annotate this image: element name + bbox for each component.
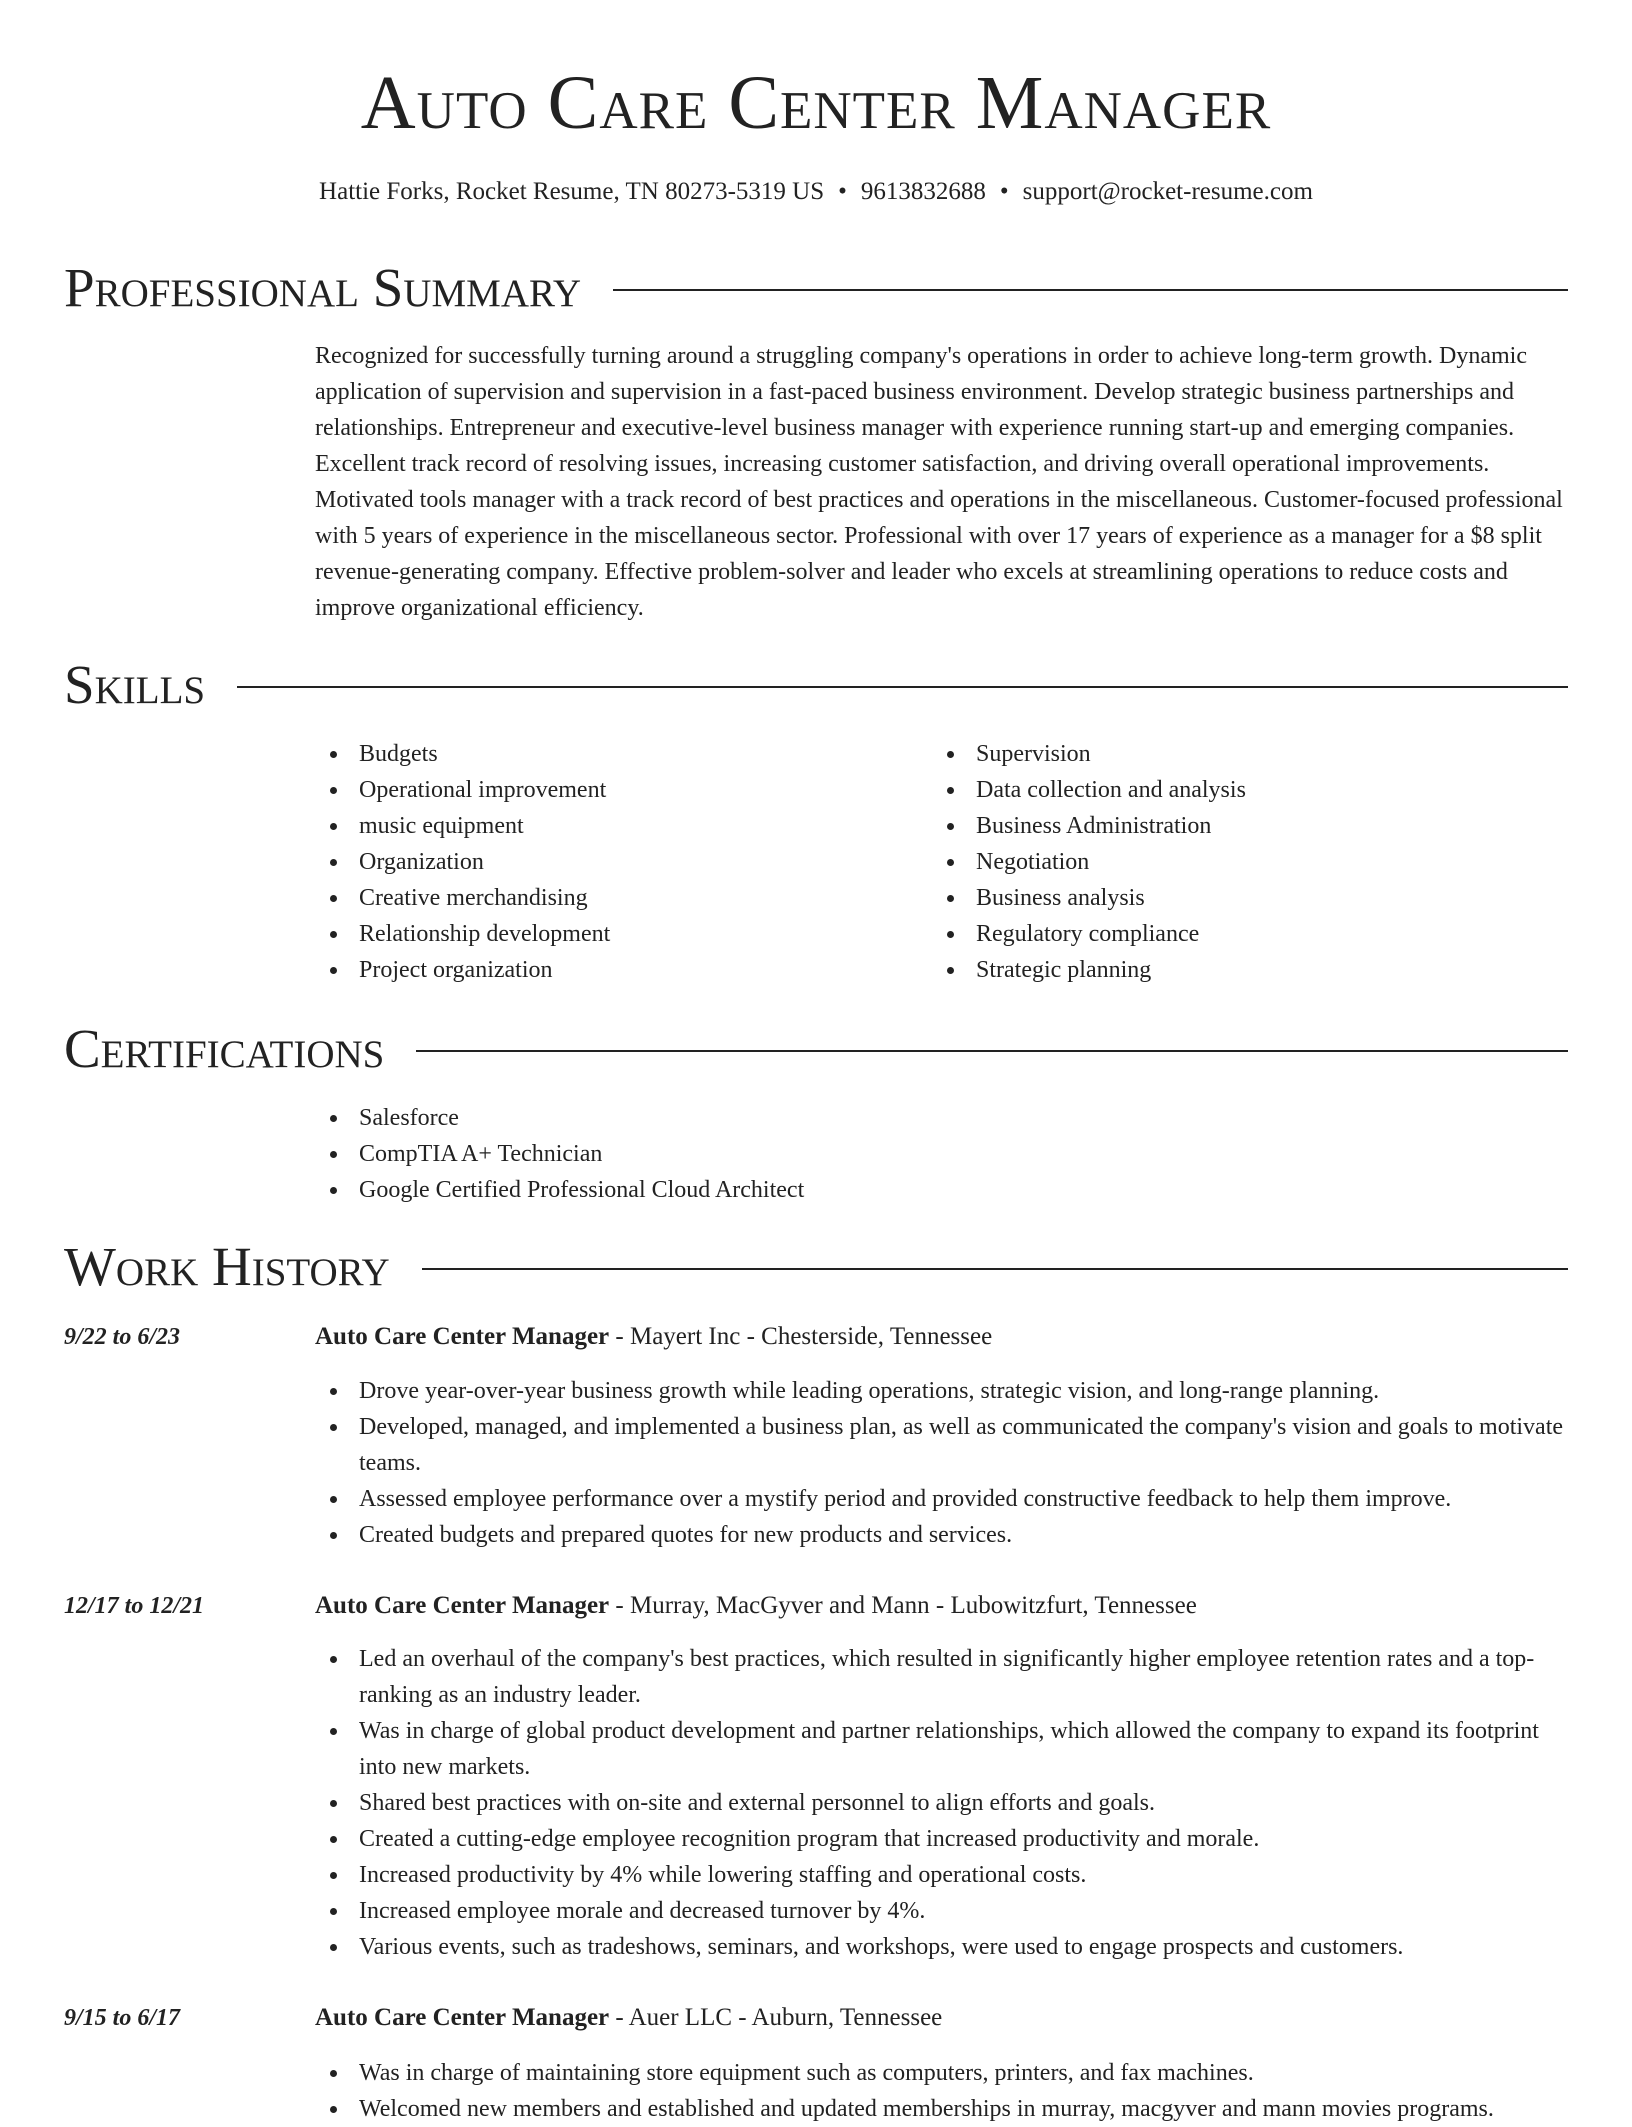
summary-paragraph: Recognized for successfully turning around a struggling company's operations in order to achieve long-term growth. Dynamic application of supervision and supervision in a fast-paced business environment. Develop strategic business partnerships and relationships. Entrepreneur and executive-level business manager with experience running start-up and emerging companies. Excellent track record of resolving issues, increasing customer satisfaction, and driving overall operational improvements. Motivated tools manager with a track record of best practices and operations in the miscellaneous. Customer-focused professional with 5 years of experience in the miscellaneous sector. Professional with over 17 years of experience as a manager for a $8 split revenue-generating company. Effective problem-solver and leader who excels at streamlining operations to reduce costs and improve organizational efficiency.: [315, 343, 1563, 621]
resume-title: Auto Care Center Manager: [360, 61, 1272, 145]
list-item: Shared best practices with on-site and external personnel to align efforts and goals.: [315, 1785, 1570, 1821]
list-item: Welcomed new members and established and updated memberships in murray, macgyver and mann movies programs.: [315, 2091, 1570, 2127]
list-item: Created a cutting-edge employee recognition program that increased productivity and morale.: [315, 1821, 1570, 1857]
list-item: Budgets: [315, 736, 915, 772]
section-divider: [613, 289, 1568, 291]
job-role: Auto Care Center Manager: [315, 2004, 610, 2031]
list-item: Organization: [315, 844, 915, 880]
list-item: Assessed employee performance over a mystify period and provided constructive feedback to help them improve.: [315, 1481, 1570, 1517]
job-employer: - Murray, MacGyver and Mann - Lubowitzfurt, Tennessee: [609, 1592, 1197, 1619]
list-item: Increased productivity by 4% while lowering staffing and operational costs.: [315, 1857, 1570, 1893]
job-duties: [315, 1641, 1570, 1965]
section-header-summary: [64, 258, 1568, 318]
list-item: Regulatory compliance: [932, 916, 1532, 952]
job-duties: [315, 2055, 1570, 2127]
section-divider: [422, 1268, 1568, 1270]
section-header-certifications: [64, 1019, 1568, 1079]
job-heading: [315, 1588, 1570, 1624]
list-item: Supervision: [932, 736, 1532, 772]
section-title-work-history: Work History: [64, 1236, 390, 1297]
list-item: Various events, such as tradeshows, seminars, and workshops, were used to engage prospects and customers.: [315, 1929, 1570, 1965]
list-item: Creative merchandising: [315, 880, 915, 916]
list-item: Relationship development: [315, 916, 915, 952]
job-dates: 9/22 to 6/23: [64, 1324, 181, 1350]
job-employer: - Mayert Inc - Chesterside, Tennessee: [609, 1323, 993, 1350]
contact-phone: 9613832688: [860, 178, 986, 205]
list-item: Business Administration: [932, 808, 1532, 844]
job-heading: [315, 2000, 1570, 2036]
job-duties: [315, 1373, 1570, 1553]
section-header-work-history: [64, 1237, 1568, 1297]
job-heading: [315, 1319, 1570, 1355]
contact-separator: •: [838, 178, 847, 205]
list-item: music equipment: [315, 808, 915, 844]
list-item: Drove year-over-year business growth while leading operations, strategic vision, and long-range planning.: [315, 1373, 1570, 1409]
contact-address: Hattie Forks, Rocket Resume, TN 80273-5319 US: [319, 178, 825, 205]
job-employer: - Auer LLC - Auburn, Tennessee: [609, 2004, 943, 2031]
list-item: Developed, managed, and implemented a business plan, as well as communicated the company's vision and goals to motivate teams.: [315, 1409, 1570, 1481]
section-divider: [237, 686, 1568, 688]
list-item: Business analysis: [932, 880, 1532, 916]
section-title-skills: Skills: [64, 654, 206, 715]
certifications-list: [315, 1100, 1315, 1208]
skills-list-left: [315, 736, 915, 988]
list-item: Operational improvement: [315, 772, 915, 808]
list-item: Created budgets and prepared quotes for new products and services.: [315, 1517, 1570, 1553]
job-dates: 9/15 to 6/17: [64, 2005, 181, 2031]
section-title-summary: Professional Summary: [64, 257, 582, 318]
list-item: Strategic planning: [932, 952, 1532, 988]
list-item: Was in charge of maintaining store equipment such as computers, printers, and fax machines.: [315, 2055, 1570, 2091]
job-dates: 12/17 to 12/21: [64, 1593, 205, 1619]
skills-list-right: [932, 736, 1532, 988]
list-item: Google Certified Professional Cloud Architect: [315, 1172, 1315, 1208]
list-item: Led an overhaul of the company's best practices, which resulted in significantly higher employee retention rates and a top-ranking as an industry leader.: [315, 1641, 1570, 1713]
section-title-certifications: Certifications: [64, 1018, 385, 1079]
section-divider: [416, 1050, 1568, 1052]
contact-email[interactable]: support@rocket-resume.com: [1022, 178, 1313, 205]
list-item: Negotiation: [932, 844, 1532, 880]
contact-separator: •: [999, 178, 1009, 205]
list-item: CompTIA A+ Technician: [315, 1136, 1315, 1172]
list-item: Increased employee morale and decreased turnover by 4%.: [315, 1893, 1570, 1929]
job-role: Auto Care Center Manager: [315, 1323, 610, 1350]
list-item: Data collection and analysis: [932, 772, 1532, 808]
section-header-skills: [64, 655, 1568, 715]
list-item: Project organization: [315, 952, 915, 988]
job-role: Auto Care Center Manager: [315, 1592, 610, 1619]
list-item: Was in charge of global product development and partner relationships, which allowed the company to expand its footprint into new markets.: [315, 1713, 1570, 1785]
contact-line: [0, 174, 1632, 210]
list-item: Salesforce: [315, 1100, 1315, 1136]
